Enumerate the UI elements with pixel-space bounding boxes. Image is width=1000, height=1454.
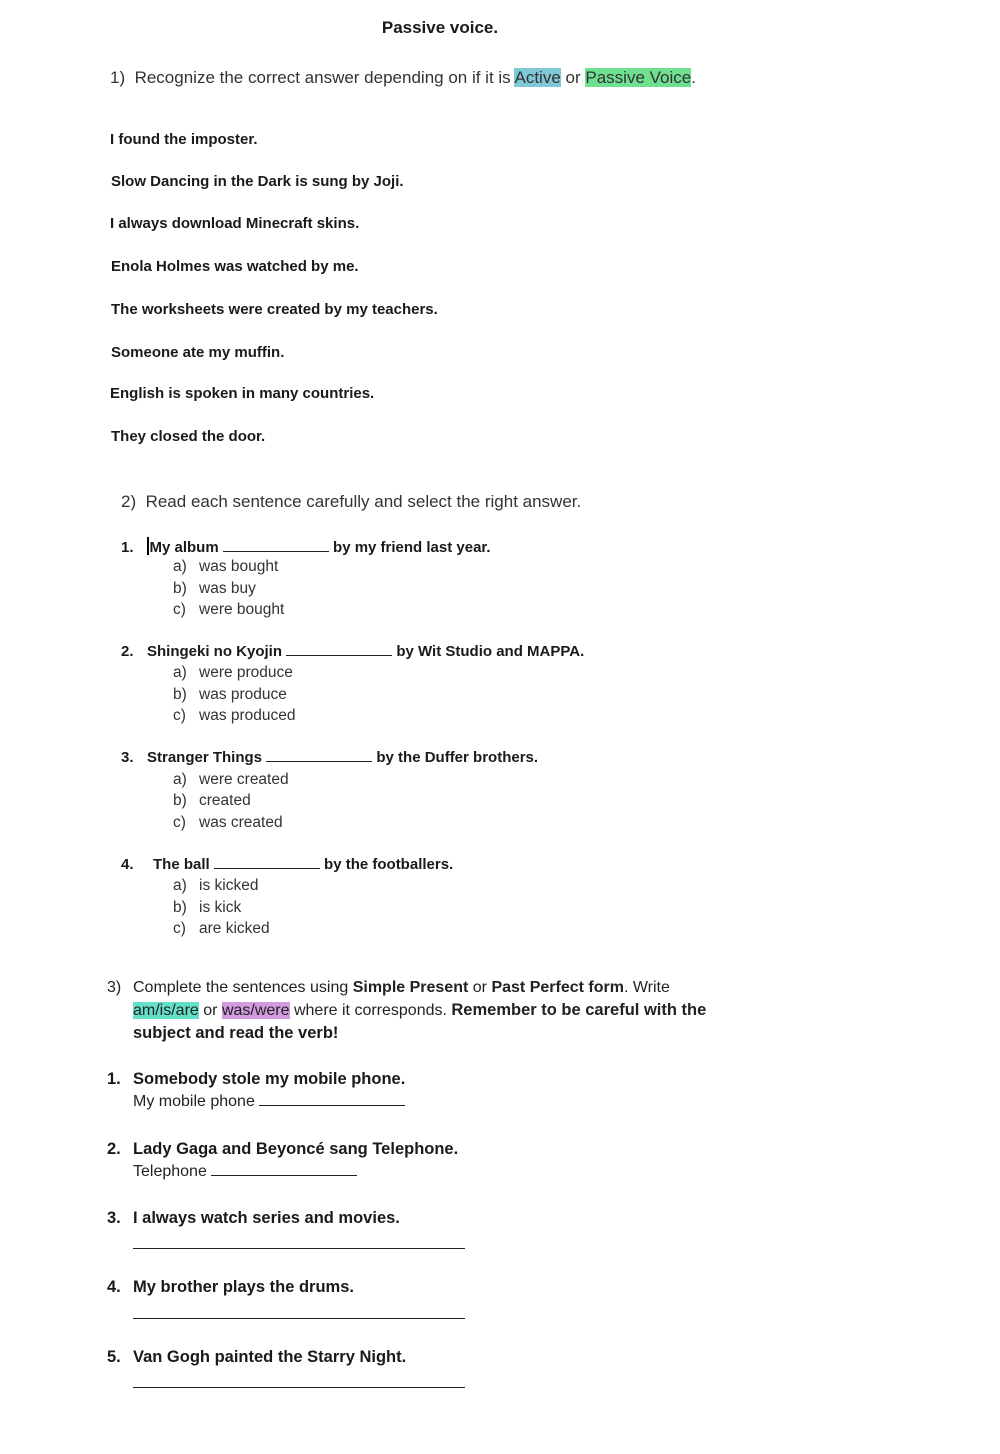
question-4 — [121, 856, 453, 873]
option-4a[interactable]: a) is kicked — [173, 877, 259, 894]
question-number: 3. — [121, 749, 134, 766]
am-is-are-highlight: am/is/are — [133, 1002, 199, 1019]
sentence-8: They closed the door. — [111, 428, 266, 445]
answer-blank[interactable] — [259, 1105, 405, 1106]
section2-number: 2) — [121, 492, 137, 511]
question-number: 4. — [121, 856, 134, 873]
answer-blank[interactable] — [286, 655, 392, 656]
question-text-post: by Wit Studio and MAPPA. — [396, 643, 585, 660]
section1-number: 1) — [110, 68, 126, 87]
rewrite-item-5: 5. Van Gogh painted the Starry Night. — [107, 1348, 407, 1366]
rewrite-answer-2: Telephone — [133, 1163, 357, 1181]
sentence-5: The worksheets were created by my teachers. — [111, 301, 438, 318]
question-3 — [121, 749, 538, 766]
simple-present-term: Simple Present — [352, 979, 469, 996]
option-4b[interactable]: b) is kick — [173, 899, 242, 916]
past-perfect-term: Past Perfect form — [491, 979, 624, 996]
answer-blank[interactable] — [223, 551, 329, 552]
rewrite-item-2: 2. Lady Gaga and Beyoncé sang Telephone. — [107, 1140, 459, 1158]
question-text-post: by my friend last year. — [333, 539, 491, 556]
page-title: Passive voice. — [381, 18, 499, 37]
option-1a[interactable]: a) was bought — [173, 558, 279, 575]
rewrite-item-1: 1. Somebody stole my mobile phone. — [107, 1070, 406, 1088]
question-text-pre: Shingeki no Kyojin — [147, 643, 283, 660]
sentence-3: I always download Minecraft skins. — [110, 215, 360, 232]
question-2 — [121, 643, 584, 660]
section1-instruction — [110, 68, 696, 88]
answer-line-4[interactable] — [133, 1318, 465, 1319]
section2-instruction-text: Read each sentence carefully and select the right answer. — [145, 492, 582, 511]
answer-blank[interactable] — [214, 868, 320, 869]
section3-instruction-line1: 3) Complete the sentences using Simple Present or Past Perfect form. Write — [107, 979, 670, 996]
rewrite-item-3: 3. I always watch series and movies. — [107, 1209, 400, 1227]
rewrite-answer-1: My mobile phone — [133, 1093, 405, 1111]
section1-instruction-text: Recognize the correct answer depending on if it is — [134, 68, 511, 87]
section3-instruction-line2: am/is/are or was/were where it corresponds. Remember to be careful with the — [133, 1001, 707, 1019]
question-1 — [121, 537, 491, 556]
or-word: or — [565, 68, 581, 87]
was-were-highlight: was/were — [221, 1002, 290, 1019]
question-number: 1. — [121, 539, 134, 556]
answer-line-3[interactable] — [133, 1248, 465, 1249]
option-3a[interactable]: a) were created — [173, 771, 289, 788]
question-text-pre: The ball — [153, 856, 210, 873]
rewrite-item-4: 4. My brother plays the drums. — [107, 1278, 354, 1296]
option-2b[interactable]: b) was produce — [173, 686, 287, 703]
option-1c[interactable]: c) were bought — [173, 601, 285, 618]
answer-blank[interactable] — [211, 1175, 357, 1176]
sentence-7: English is spoken in many countries. — [110, 385, 375, 402]
passive-voice-highlight: Passive Voice — [585, 68, 692, 87]
question-text-post: by the footballers. — [324, 856, 454, 873]
reminder-text: Remember to be careful with the — [451, 1001, 707, 1019]
option-2a[interactable]: a) were produce — [173, 664, 293, 681]
question-number: 2. — [121, 643, 134, 660]
option-3b[interactable]: b) created — [173, 792, 251, 809]
option-1b[interactable]: b) was buy — [173, 580, 256, 597]
sentence-1: I found the imposter. — [110, 131, 258, 148]
option-3c[interactable]: c) was created — [173, 814, 283, 831]
option-2c[interactable]: c) was produced — [173, 707, 296, 724]
question-text-pre: Stranger Things — [147, 749, 263, 766]
option-4c[interactable]: c) are kicked — [173, 920, 270, 937]
section2-instruction — [121, 492, 581, 512]
section3-number: 3) — [107, 979, 122, 996]
sentence-6: Someone ate my muffin. — [111, 344, 285, 361]
sentence-2: Slow Dancing in the Dark is sung by Joji. — [111, 173, 404, 190]
text-cursor — [147, 537, 149, 555]
period: . — [691, 68, 696, 87]
answer-line-5[interactable] — [133, 1387, 465, 1388]
section3-instruction-line3: subject and read the verb! — [133, 1024, 339, 1042]
question-text-pre: My album — [149, 539, 219, 556]
answer-blank[interactable] — [266, 761, 372, 762]
active-highlight: Active — [514, 68, 561, 87]
question-text-post: by the Duffer brothers. — [376, 749, 539, 766]
sentence-4: Enola Holmes was watched by me. — [111, 258, 359, 275]
